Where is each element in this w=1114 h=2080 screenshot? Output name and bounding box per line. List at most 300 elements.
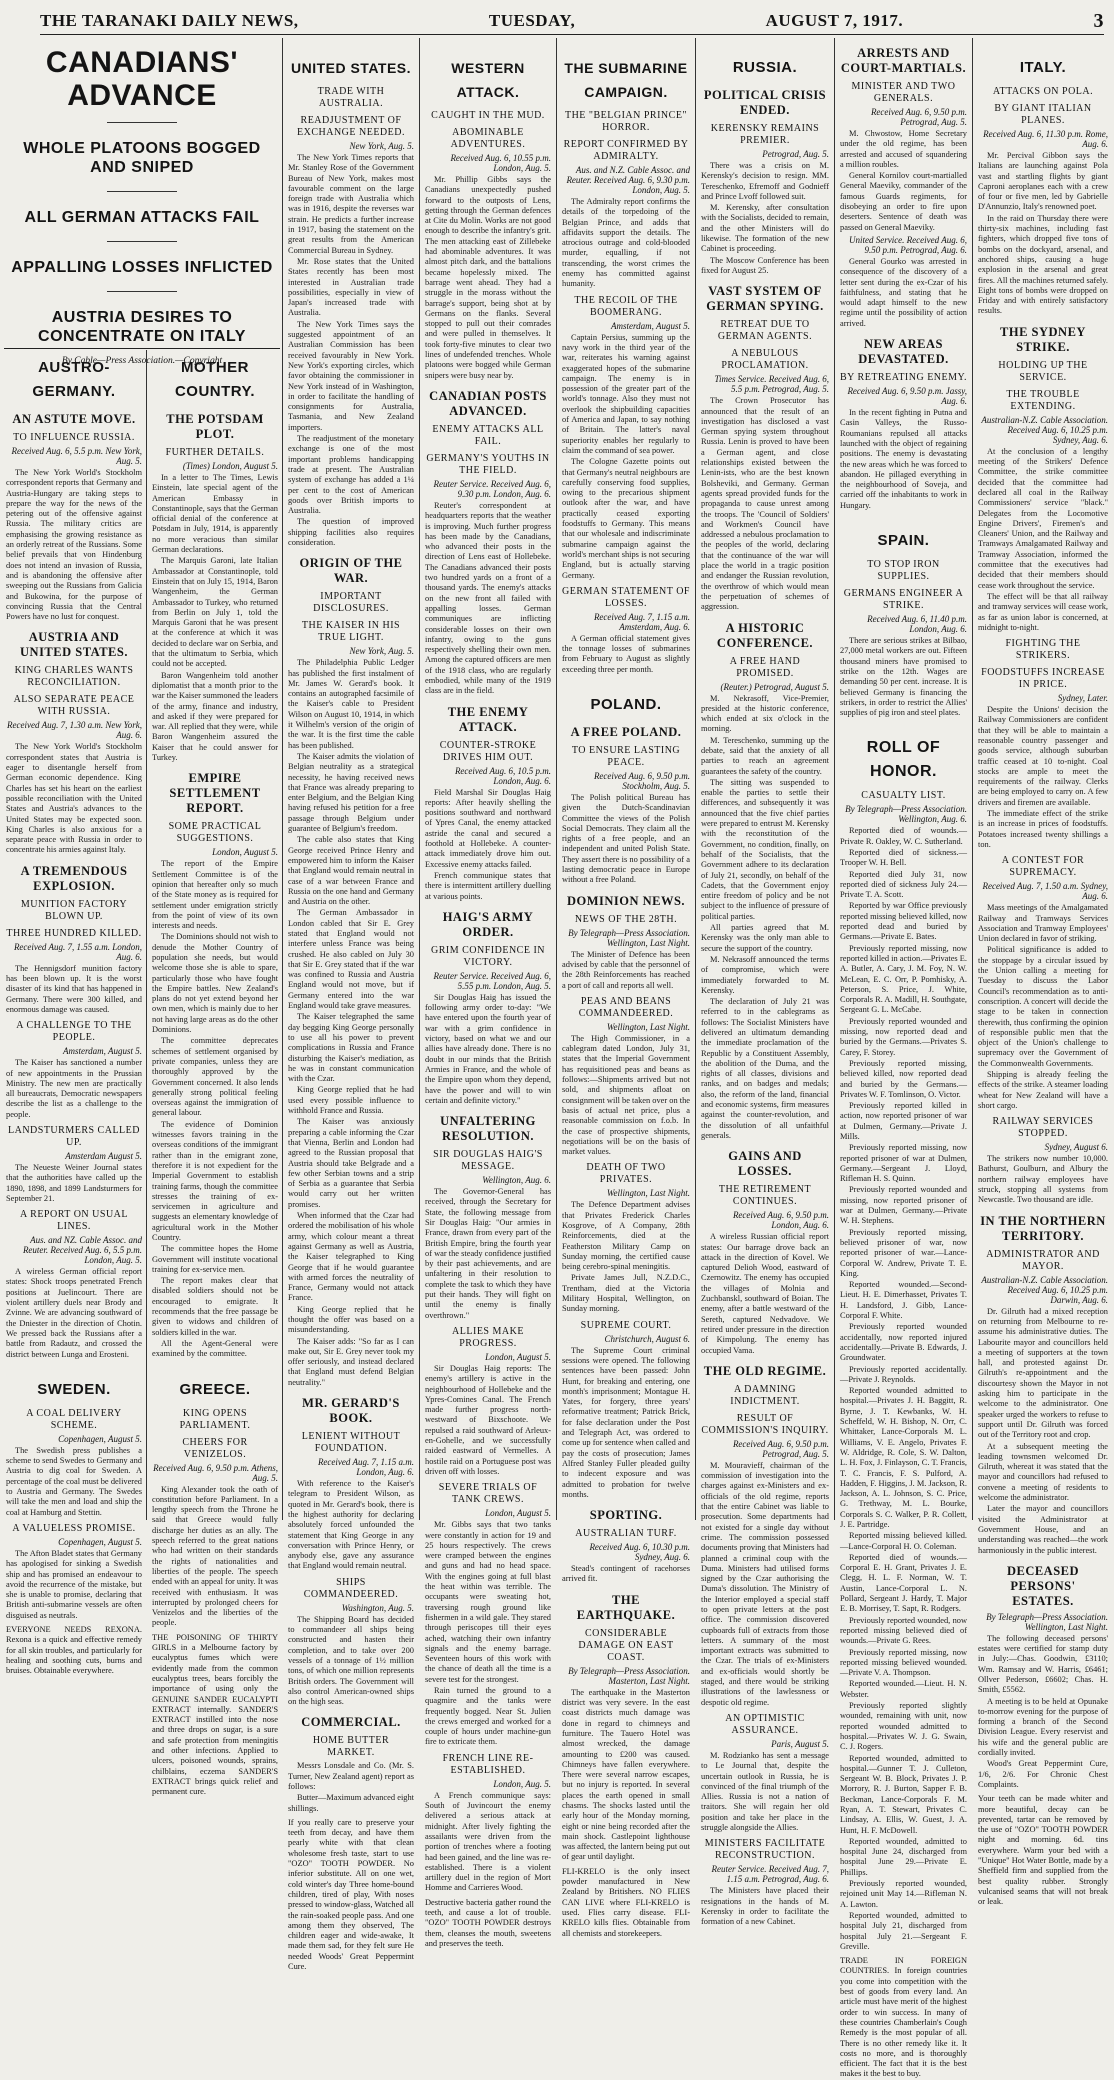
deck-headline: AUSTRIA DESIRES TO CONCENTRATE ON ITALY bbox=[38, 309, 246, 345]
subhead: LANDSTURMERS CALLED UP. bbox=[7, 1124, 140, 1148]
paragraph: Previously reported missing, now reported prisoner of war at Dulmen, Germany.—Sergeant J. Lloyd, Rifleman H. S. Quinn. bbox=[840, 1143, 967, 1184]
paragraph: Reported died of wounds.—Corporal E. H. Grant, Privates J. E. Clegg, H. L. F. Norman, W. T. Austin, Lance-Corporal L. N. Pollard, Sergeant J. Hardy, T. Major E. B. Morrisey, T. Sapt, R. Rodgers. bbox=[840, 1552, 967, 1614]
dateline: Received Aug. 6, 9.50 p.m. London, Aug. 6. bbox=[732, 1210, 829, 1231]
paragraph: King Alexander took the oath of constitution before Parliament. In a lengthy speech from the Throne he said that Greece would fully discharge her duties as an ally. The speech referred to the great nations who had written on their standards the rights of nationalities and liberties of the people. The speech ended with an appeal for unity. It was received with enthusiasm. It was interrupted by prolonged cheers for Venizelos and the liberties of the people. bbox=[152, 1484, 278, 1628]
paragraph: The Ministers have placed their resignations in the hands of M. Kerensky in order to facilitate the formation of a new Cabinet. bbox=[701, 1886, 829, 1927]
paragraph: The Neueste Weiner Journal states that the authorities have called up the 1890, 1898, and 1899 Landsturmers for September 21. bbox=[6, 1162, 142, 1203]
lead-headlines bbox=[4, 38, 280, 366]
subhead: THE ENEMY ATTACK. bbox=[447, 704, 529, 734]
section-head: SPAIN. bbox=[877, 532, 930, 550]
paragraph: The following deceased persons' estates were certified for stamp duty in July:—Chas. Goodwin, £3110; Wm. Ramsay and W. Harris, £6461; Ollver Pederson, £6602; Chas. H. Smith, £5562. bbox=[978, 1633, 1108, 1695]
dateline: London, August 5. bbox=[212, 847, 278, 858]
masthead bbox=[40, 8, 1104, 35]
paragraph: A meeting is to be held at Opunake to-morrow evening for the purpose of forming a branch of the Second Division League. Every reservist and his wife and the general public are cordially invited. bbox=[978, 1696, 1108, 1758]
paragraph: The Kaiser was anxiously preparing a cable informing the Czar that Vienna, Berlin and London had agreed to the Russian proposal that Austria should take Belgrade and a few other Serbian towns and a strip of Serbia as a guarantee that Serbia would carry out her written promises. bbox=[288, 1117, 414, 1209]
dateline: Aus. and N.Z. Cable Assoc. and Reuter. Received Aug. 6, 9.30 p.m. London, Aug. 5. bbox=[566, 165, 690, 195]
dateline: United Service. Received Aug. 6, 9.50 p.m. Petrograd, Aug. 6. bbox=[848, 234, 967, 255]
paragraph: Previously reported killed in action, now reported prisoner of war at Dulmen, Germany.—Private J. Mills. bbox=[840, 1101, 967, 1141]
dateline: Received Aug. 7, 1.55 a.m. London, Aug. 6. bbox=[13, 941, 142, 962]
dateline: New York, Aug. 5. bbox=[349, 141, 414, 151]
paragraph: Reported wounded.—Lieut. H. N. Webster. bbox=[840, 1679, 967, 1699]
paragraph: The sitting was suspended to enable the parties to settle their differences, and subsequently it was announced that the five chief parties were prepared to entrust M. Kerensky with the reconstitution of the Government, no condition, finally, on behalf of the Socialists, that the Government adhere to its declaration of July 21, secondly, on behalf of the Cadets, that the Government enjoy entire freedom of policy and be not subject to the influence of pressure of political parties. bbox=[701, 777, 829, 921]
dateline: Australian-N.Z. Cable Association. Received Aug. 6, 10.25 p.m. Sydney, Aug. 6. bbox=[981, 414, 1108, 445]
dateline: Received Aug. 6, 9.50 p.m. Athens, Aug. 5. bbox=[153, 1462, 278, 1483]
dateline: Aus. and NZ. Cable Assoc. and Reuter. Received Aug. 6, 5.5 p.m. London, Aug. 5. bbox=[22, 1235, 142, 1266]
dateline: Sydney, Later. bbox=[1057, 693, 1108, 704]
subhead: A FREE POLAND. bbox=[570, 724, 682, 739]
paragraph: The Marquis Garoni, late Italian Ambassador at Constantinople, told Einstein that on July 15, 1914, Baron Wangenheim, the German Ambassador to Turkey, who returned from Berlin on July 1, told the Marquis Garoni that he was present at the conference at which it was decided to declare war on Serbia, and that the ultimatum to Serbia, which could not be accepted. bbox=[152, 556, 278, 669]
dateline: Paris, August 5. bbox=[771, 1738, 829, 1749]
paragraph: The Dominions should not wish to denude the Mother Country of population she needs, but would welcome those she is able to spare, particularly those who have fought the Empire battles. New Zealand's plans do not yet extend beyond her own men, which is mainly due to her not having large areas as do the other Dominions. bbox=[152, 932, 278, 1035]
subhead: TO STOP IRON SUPPLIES. bbox=[867, 559, 940, 583]
paragraph: Shipping is already feeling the effects of the strike. A steamer loading wheat for New Zealand will have a short cargo. bbox=[978, 1070, 1108, 1110]
masthead-title: THE TARANAKI DAILY NEWS, bbox=[40, 11, 299, 30]
section-head: WESTERN ATTACK. bbox=[451, 60, 525, 100]
section-head: SWEDEN. bbox=[37, 1380, 111, 1398]
paragraph: Previously reported wounded, now reported missing believed died of wounds.—Private G. Rees. bbox=[840, 1615, 967, 1646]
advertisement: Your teeth can be made whiter and more beautiful, decay can be prevented, tartar can be removed by the use of "OZO" TOOTH POWDER night and morning. 6d. tins everywhere. Warm your bed with a "Unique" Hot Water Bottle, made by a Sheffield firm and supplied from the best quality rubber. Strongly vulcanised seams that will not break or leak. bbox=[978, 1794, 1108, 1907]
subhead: THE EARTHQUAKE. bbox=[576, 1592, 676, 1622]
paragraph: The New York World's Stockholm correspondent reports that Germany and Austria-Hungary are taking steps to prepare the way for the news of the petering out of the offensive against Russia. The military critics are emphasising the growing resistance as an orderly retreat of the Russians. Some belief prevails that von Hindenburg does not intend an invasion of Russia, and is abandoning the offensive after sweeping out the Russians from Galicia and Bukowina, for the purpose of convincing Russia that the Central Powers have no lust for conquest. bbox=[6, 468, 142, 622]
dateline: London, Aug. 5. bbox=[493, 1778, 551, 1789]
paragraph: The report makes clear that disabled soldiers should not be encouraged to emigrate. It recommends that the free passage be given to widows and children of soldiers killed in the war. bbox=[152, 1276, 278, 1337]
paragraph: M. Rodzianko has sent a message to Le Journal that, despite the uncertain outlook in Russia, he is convinced of the final triumph of the Allies. Russia is not a nation of traitors. She will regain her old position and take her place in the struggle alongside the Allies. bbox=[701, 1750, 829, 1833]
section-head: UNITED STATES. bbox=[290, 60, 412, 76]
column-rule bbox=[419, 38, 420, 1520]
subhead: MINISTER AND TWO GENERALS. bbox=[851, 81, 956, 104]
subhead: EMPIRE SETTLEMENT REPORT. bbox=[169, 771, 261, 816]
subhead: KING OPENS PARLIAMENT. bbox=[179, 1407, 251, 1431]
subhead: NEWS OF THE 28TH. bbox=[574, 913, 678, 925]
paragraph: The New York Times reports that Mr. Stanley Rose of the Government Bureau of New York, makes most favourable comment on the large foreign trade with Australia which was in 1916, despite the reverses war strain. He predicts a further increase in 1917, basing the statement on the great results from the American Commercial Bureau in Sydney. bbox=[288, 153, 414, 255]
paragraph: The New York Times says the suggested appointment of an Australian Commission has been received favourably in New York. New York's exporting circles, which favor obtaining the commissioner in New York instead of in Washington, in order to facilitate the handling of consignments for Australia, Tasmania, and New Zealand importers. bbox=[288, 319, 414, 432]
column-united-states bbox=[284, 38, 418, 1972]
subhead: HAIG'S ARMY ORDER. bbox=[442, 909, 534, 939]
dateline: Received Aug. 7, 1.15 a.m. London, Aug. 6. bbox=[317, 1457, 414, 1478]
masthead-date: AUGUST 7, 1917. bbox=[765, 11, 904, 30]
subhead: FOODSTUFFS INCREASE IN PRICE. bbox=[981, 667, 1105, 691]
dateline: Amsterdam, August 5. bbox=[62, 1046, 142, 1057]
paragraph: In a letter to The Times, Lewis Einstein, late special agent of the American Embassy in Constantinople, says that the German official denial of the conference at Potsdam in July, 1914, is apparently no more veracious than similar German declarations. bbox=[152, 473, 278, 555]
subhead: CANADIAN POSTS ADVANCED. bbox=[429, 388, 547, 418]
dateline: Received Aug. 6, 5.5 p.m. New York, Aug. 5. bbox=[11, 446, 142, 466]
paragraph: Mr. Rose states that the United States recently has been most interested in Australian trade possibilities, especially in view of Japan's increased trade with Australia. bbox=[288, 256, 414, 318]
subhead: SHIPS COMMANDEERED. bbox=[303, 1576, 399, 1600]
paragraph: Stead's contingent of racehorses arrived fit. bbox=[562, 1564, 690, 1584]
subhead: ALSO SEPARATE PEACE WITH RUSSIA. bbox=[13, 694, 135, 718]
column-rule bbox=[834, 38, 835, 1520]
paragraph: Reported by war Office previously reported missing believed killed, now reported dead and buried by Germans.—Private E. Bates. bbox=[840, 901, 967, 942]
dateline: Received Aug. 6, 9.50 p.m. Petrograd, Aug. 5. bbox=[870, 107, 967, 127]
paragraph: M. Nekrasoff, Vice-Premier, presided at the historic conference, which ended at six o'clock in the morning. bbox=[701, 693, 829, 734]
paragraph: A French communique says: South of Juvincourt the enemy delivered a serious attack at midnight. After lively fighting the assailants were driven from the portion of trenches where a footing had been gained, and the line was re-established. There is a violent artillery duel in the region of Mort Homme and Carrieres Wood. bbox=[425, 1790, 551, 1893]
paragraph: King George replied that he had used every possible influence to withhold France and Russia. bbox=[288, 1085, 414, 1116]
dateline: Amsterdam, August 5. bbox=[610, 320, 690, 331]
paragraph: The cable also states that King George received Prince Henry and empowered him to inform the Kaiser that England would remain neutral in case of a war between France and Russia on the one hand and Germany and Austria on the other. bbox=[288, 835, 414, 907]
subhead: THE SYDNEY STRIKE. bbox=[1000, 324, 1086, 354]
paragraph: Reported died of wounds.—Private R. Oakley, W. C. Sutherland. bbox=[840, 826, 967, 846]
dateline: Copenhagen, August 5. bbox=[58, 1536, 142, 1547]
dateline: Received Aug. 6, 10.55 p.m. London, Aug. 5. bbox=[450, 153, 551, 173]
dateline: By Telegraph—Press Association. Masterton, Last Night. bbox=[568, 1665, 690, 1686]
divider bbox=[107, 241, 177, 242]
dateline: Washington, Aug. 5. bbox=[341, 1602, 414, 1613]
paragraph: Reported missing believed killed.—Lance-Corporal H. O. Coleman. bbox=[840, 1531, 967, 1551]
subhead: VAST SYSTEM OF GERMAN SPYING. bbox=[706, 284, 824, 314]
paragraph: Reported wounded, admitted to hospital.—Gunner T. J. Culleton, Sergeant W. B. Block, Privates J. P. Morrory, R. J. Burton, Sapper F. B. Beckman, Lance-Corporals F. M. Ryan, A. T. Stewart, Privates C. Lindsay, A. Ellis, W. Guest, J. A. Hunt, H. F. McDowell. bbox=[840, 1753, 967, 1835]
subhead: SOME PRACTICAL SUGGESTIONS. bbox=[168, 821, 262, 845]
deck-headline: ALL GERMAN ATTACKS FAIL bbox=[24, 209, 260, 226]
subhead: GAINS AND LOSSES. bbox=[728, 1149, 802, 1179]
subhead: A NEBULOUS PROCLAMATION. bbox=[721, 348, 809, 372]
dateline: Received Aug. 7, 1.50 a.m. Sydney, Aug. 6. bbox=[982, 881, 1108, 902]
column-arrests-and-roll-of-honor bbox=[836, 38, 971, 2079]
column-russia bbox=[697, 38, 833, 1927]
subhead: GERMAN STATEMENT OF LOSSES. bbox=[562, 585, 690, 609]
paragraph: The report of the Empire Settlement Committee is of the opinion that hereafter only so much of the State money as is required for settlement under emigration strictly from the point of view of its own interests and needs. bbox=[152, 859, 278, 931]
paragraph: The Governor-General has received, through the Secretary for State, the following message from Sir Douglas Haig: "Our armies in France, drawn from every part of the British Empire, bring the fourth year of war the steady confidence justified by their past achievements, and are unfaltering in their resolution to complete the task to which they have put their hands. They will fight on until the enemy is finally overthrown." bbox=[425, 1187, 551, 1320]
paragraph: Reported died of sickness.—Trooper W. H. Bell. bbox=[840, 847, 967, 868]
paragraph: The Cologne Gazette points out that Germany's neutral neighbours are carefully conserving food supplies, owing to the precarious shipment outlook after the war, and have practically ceased exporting foodstuffs to Germany. This means that our wholesale and indiscriminate submarine campaign against the world's merchant ships is not securing England, but is actually starving Germany. bbox=[562, 457, 690, 580]
dateline: (Times) London, August 5. bbox=[182, 461, 278, 471]
paragraph: There are serious strikes at Bilbao, 27,000 metal workers are out. Fifteen thousand miners have promised to strike on the 12th. Wages are demanding 50 per cent. increase. It is believed Germany is financing the strikers, in order to restrict the Allies' supplies of pig iron and steel plates. bbox=[840, 636, 967, 718]
subhead: THE KAISER IN HIS TRUE LIGHT. bbox=[301, 620, 401, 644]
subhead: MR. GERARD'S BOOK. bbox=[302, 1396, 400, 1426]
section-head: POLAND. bbox=[590, 695, 662, 713]
dateline: Christchurch, August 6. bbox=[604, 1333, 690, 1344]
paragraph: Previously reported missing, believed prisoner of war, now reported prisoner of war.—Lance-Corporal W. Andrew, Private T. E. King. bbox=[840, 1227, 967, 1278]
subhead: MUNITION FACTORY BLOWN UP. bbox=[20, 898, 128, 922]
advertisement: THE POISONING OF THIRTY GIRLS in a Melbourne factory by eucalyptus fumes which were evidently made from the common eucalyptus trees, bears forcibly the importance of using only the GENUINE SANDER EUCALYPTI EXTRACT internally. SANDER'S EXTRACT instilled into the nose and three drops on sugar, is a sure and safe protection from meningitis and other infections. Applied to ulcers, poisoned wounds, sprains, chilblains, eczema SANDER'S EXTRACT brings quick relief and permanent cure. bbox=[152, 1632, 278, 1797]
subhead: FIGHTING THE STRIKERS. bbox=[1005, 638, 1081, 662]
column-rule bbox=[282, 38, 283, 1520]
dateline: Received Aug. 6, 9.50 p.m. Jassy, Aug. 6. bbox=[847, 386, 967, 407]
column-rule bbox=[972, 38, 973, 1520]
paragraph: The Kaiser telegraphed the same day begging King George personally to use all his power to prevent complications in Russia and France disturbing the Kaiser's mediation, as he was in constant communication with the Czar. bbox=[288, 1012, 414, 1084]
subhead: DECEASED PERSONS' ESTATES. bbox=[1006, 1563, 1080, 1608]
divider bbox=[4, 348, 280, 349]
paragraph: A wireless German official report states: Shock troops penetrated French positions at Juelincourt. There are violent artillery duels near Brody and Zvinne. We are advancing southward of the Dniester in the direction of Chotin. We pressed back the Russians after a battle from Radautz, and crossed the district between Lunga and Erosteni. bbox=[6, 1267, 142, 1359]
section-head: GREECE. bbox=[179, 1380, 251, 1398]
paragraph: The Moscow Conference has been fixed for August 25. bbox=[701, 255, 829, 275]
advertisement: EVERYONE NEEDS REXONA. Rexona is a quick and effective remedy for all skin troubles, and particularly for healing and soothing cuts, burns and bruises. Obtainable everywhere. bbox=[6, 1625, 142, 1676]
paragraph: With reference to the Kaiser's telegram to President Wilson, as quoted in Mr. Gerard's book, there is the highest authority for declaring absolutely forced unfounded the statement that King George in any conversation with Prince Henry, or anybody else, gave any assurance that England would remain neutral. bbox=[288, 1479, 414, 1571]
dateline: Reuter Service. Received Aug. 6, 9.30 p.m. London, Aug. 6. bbox=[433, 478, 551, 499]
subhead: A REPORT ON USUAL LINES. bbox=[19, 1209, 128, 1233]
paragraph: Sir Douglas Haig reports: The enemy's artillery is active in the neighbourhood of Hollebeke and the Ypres-Comines Canal. The French made further progress north-westward of Bixschoote. We repulsed a raid southward of Arleux-en-Gohelle, and we successfully raided eastward of Vermelles. A hostile raid on a Portuguese post was driven off with losses. bbox=[425, 1363, 551, 1476]
subhead: BY GIANT ITALIAN PLANES. bbox=[994, 103, 1092, 126]
subhead: PEAS AND BEANS COMMANDEERED. bbox=[578, 995, 674, 1019]
paragraph: Reported wounded, admitted to hospital June 24, discharged from hospital June 29.—Private E. Phillips. bbox=[840, 1836, 967, 1877]
column-submarine-campaign bbox=[558, 38, 694, 1938]
paragraph: Despite the Unions' decision the Railway Commissioners are confident that they will be able to maintain a reasonable country passenger and goods service, although suburban traffic ceased at 10 to-night. Coal stocks are ample to meet the requirements of the railway. Clerks are being employed to carry on. A few drivers and firemen are available. bbox=[978, 705, 1108, 807]
section-head: MOTHER COUNTRY. bbox=[174, 359, 256, 400]
paragraph: In the recent fighting in Putna and Casin Valleys, the Russo-Roumanians repulsed all attacks launched with the object of regaining positions. The enemy is devastating the new areas which he was forced to abandon. He pillaged everything in the neighbourhood of Soveja, and carried off the inhabitants to work in Hungary. bbox=[840, 408, 967, 510]
subhead: TO ENSURE LASTING PEACE. bbox=[571, 744, 681, 768]
paragraph: French communique states that there is intermittent artillery duelling at various points. bbox=[425, 870, 551, 901]
dateline: Reuter Service. Received Aug. 7, 1.15 a.m. Petrograd, Aug. 6. bbox=[711, 1864, 829, 1885]
column-italy-and-sydney-strike bbox=[974, 38, 1112, 1907]
dateline: By Telegraph—Press Association. Wellington, Aug. 6. bbox=[845, 804, 967, 825]
paragraph: The Shipping Board has decided to commandeer all ships being constructed and hasten their completion, and to take over 200 vessels of a tonnage of 1½ million tons, of which one million represents British orders. The Government will also control American-owned ships on the high seas. bbox=[288, 1614, 414, 1707]
subhead: GRIM CONFIDENCE IN VICTORY. bbox=[431, 944, 545, 968]
lead-headline: CANADIANS' ADVANCE bbox=[45, 46, 239, 112]
paragraph: A German official statement gives the tonnage losses of submarines from February to August as slightly exceeding three per month. bbox=[562, 633, 690, 674]
section-head: AUSTRO-GERMANY. bbox=[32, 359, 116, 400]
paragraph: The question of improved shipping facilities also requires consideration. bbox=[288, 517, 414, 547]
paragraph: Captain Persius, summing up the navy work in the third year of the war, reiterates his warning against exaggerated hopes of the submarine campaign. The enemy is in possession of the greater part of the world's tonnage. Also they must not overlook the shipbuilding capacities of America and Japan, to say nothing of Britain. The latter's naval superiority enables her regularly to claim the command of sea power. bbox=[562, 332, 690, 455]
subhead: ABOMINABLE ADVENTURES. bbox=[450, 127, 526, 150]
subhead: CASUALTY LIST. bbox=[861, 790, 946, 802]
dateline: By Telegraph—Press Association. Wellington, Last Night. bbox=[986, 1611, 1108, 1632]
paragraph: Butter—Maximum advanced eight shillings. bbox=[288, 1793, 414, 1813]
subhead: DOMINION NEWS. bbox=[566, 893, 686, 908]
subhead: UNFALTERING RESOLUTION. bbox=[440, 1114, 536, 1144]
section-head: ARRESTS AND COURT-MARTIALS. bbox=[840, 46, 967, 75]
paragraph: The Swedish press publishes a scheme to send Swedes to Germany and Austria to dig coal for Sweden. A percentage of the coal must be delivered to Austria and Germany. The Swedes will take the men and load and ship the coal at Hamburg and Stettin. bbox=[6, 1445, 142, 1517]
subhead: BY RETREATING ENEMY. bbox=[840, 372, 967, 384]
subhead: THE "BELGIAN PRINCE" HORROR. bbox=[564, 110, 688, 133]
paragraph: Sir Douglas Haig has issued the following army order to-day: "We have entered upon the fourth year of war with a grim confidence in victory, based on what we and our allies have already done. There is no doubt in our minds that the British Armies in France, and the whole of the Empire upon whom they depend, have the power and will to win certain and definite victory." bbox=[425, 992, 551, 1105]
subhead: THE RETIREMENT CONTINUES. bbox=[718, 1184, 812, 1208]
paragraph: Mass meetings of the Amalgamated Railway and Tramways Services Association and Tramway Employees' Union declared in favor of striking. bbox=[978, 903, 1108, 944]
paragraph: Previously reported wounded, rejoined unit May 14.—Rifleman N. A. Lawton. bbox=[840, 1879, 967, 1909]
subhead: THE POTSDAM PLOT. bbox=[166, 412, 264, 441]
subhead: SEVERE TRIALS OF TANK CREWS. bbox=[438, 1482, 538, 1506]
subhead: A TREMENDOUS EXPLOSION. bbox=[20, 863, 128, 893]
section-head: RUSSIA. bbox=[732, 59, 798, 76]
subhead: THE TROUBLE EXTENDING. bbox=[1006, 388, 1080, 412]
subhead: A VALUELESS PROMISE. bbox=[12, 1522, 136, 1534]
subhead: ALLIES MAKE PROGRESS. bbox=[452, 1325, 524, 1349]
paragraph: The Polish political Bureau has given the Dutch-Scandinavian Committee the views of the Polish Social Democrats. They claim all the rights of a free people, and an independent and united Polish State. They assert there is no possibility of a lasting democratic peace in Europe without a free Poland. bbox=[562, 792, 690, 885]
dateline: Received Aug. 6, 10.30 p.m. Sydney, Aug. 6. bbox=[589, 1542, 690, 1563]
paragraph: Previously reported missing, now reported missing believed wounded.—Private V. A. Thompson. bbox=[840, 1647, 967, 1678]
dateline: Amsterdam August 5. bbox=[65, 1150, 142, 1161]
paragraph: Reported wounded, admitted to hospital July 21, discharged from hospital July 21.—Sergeant F. Greville. bbox=[840, 1910, 967, 1951]
paragraph: The committee hopes the Home Government will institute vocational training for ex-service men. bbox=[152, 1244, 278, 1274]
paragraph: The effect will be that all railway and tramway services will cease work, as far as union labor is concerned, at midnight to-night. bbox=[978, 591, 1108, 632]
column-austro-germany bbox=[2, 352, 146, 1676]
paragraph: All the Agent-General were examined by the committee. bbox=[152, 1338, 278, 1359]
paragraph: Previously reported wounded accidentally, now reported injured accidentally.—Private B. Edwards, J. Groundwater. bbox=[840, 1322, 967, 1363]
dateline: Times Service. Received Aug. 6, 5.5 p.m. Petrograd, Aug. 5. bbox=[714, 374, 829, 395]
column-rule bbox=[556, 38, 557, 1520]
subhead: RESULT OF COMMISSION'S INQUIRY. bbox=[701, 1412, 829, 1436]
column-rule bbox=[695, 38, 696, 1520]
paragraph: The New York World's Stockholm correspondent states that Austria is eager to disentangle herself from German economic dependence. King Charles has set his heart on the earliest possible reconciliation with the United States and Austria's advances to the United States may be expected soon. King Charles is also anxious for a separate peace with Russia in order to concentrate his armies against Italy. bbox=[6, 742, 142, 855]
subhead: CHEERS FOR VENIZELOS. bbox=[182, 1436, 248, 1460]
advertisement: TRADE IN FOREIGN COUNTRIES. In foreign countries you come into competition with the best of goods from every land. An article must have merit of the highest order to win success. In many of these countries Chamberlain's Cough Remedy is the most popular of all. There is no other remedy like it. It costs no more, and is thoroughly efficient. The fact that it is the best makes it the best to buy. bbox=[840, 1956, 967, 2079]
paragraph: Later the mayor and councillors visited the Administrator at Government House, and an understanding was reached—the work harmoniously in the public interest. bbox=[978, 1504, 1108, 1555]
subhead: RAILWAY SERVICES STOPPED. bbox=[992, 1116, 1094, 1140]
subhead: THREE HUNDRED KILLED. bbox=[6, 927, 142, 939]
subhead: NEW AREAS DEVASTATED. bbox=[858, 337, 949, 367]
advertisement: If you really care to preserve your teeth from decay, and have them pearly white with that clean wholesome fresh taste, start to use "OZO" TOOTH POWDER. No inferior substitute. All on one wet, cold winter's day Three home-bound children, tired of play, With noses pressed to window-glass, Watched all the rain-soaked people pass. And one among them they observed, The children eager and wide-awake, It made them sad, for they felt sure He needed Woods' Great Peppermint Cure. bbox=[288, 1817, 414, 1972]
column-western-attack bbox=[421, 38, 555, 1948]
paragraph: M. Kerensky, after consultation with the Socialists, decided to remain, and the other Ministers will do likewise. The formation of the new Cabinet is proceeding. bbox=[701, 203, 829, 254]
paragraph: The Kaiser adds: "So far as I can make out, Sir E. Grey never took my offer seriously, and instead declared that England must defend Belgian neutrality." bbox=[288, 1336, 414, 1387]
section-head: THE SUBMARINE CAMPAIGN. bbox=[564, 60, 688, 100]
page-number: 3 bbox=[1093, 9, 1104, 32]
paragraph: Reported died July 31, now reported died of sickness July 24.—Private T. A. Scott. bbox=[840, 869, 967, 900]
paragraph: The Crown Prosecutor has announced that the result of an investigation has disclosed a vast German spying system throughout Russia. Lenin is proved to have been a German agent, and close relationships existed between the Lenin-ists, who are the best known Bolsheviki, and Germany. German agents spread provided funds for the propaganda to cause unrest among the troops. The 'Council of Soldiers' and Workmen's Council have addressed a nebulous proclamation to the peoples of the world, declaring that the continuance of the war will place the world in a tragic position and endanger the Russian revolution, the overthrow of which would mean the perpetuation of schemes of aggression. bbox=[701, 396, 829, 612]
subhead: TRADE WITH AUSTRALIA. bbox=[317, 86, 385, 109]
paragraph: Private James Jull, N.Z.D.C., Trentham, died at the Victoria Military Hospital, Wellington, on Sunday morning. bbox=[562, 1273, 690, 1314]
paragraph: A wireless Russian official report states: Our barrage drove back an attack in the direction of Kovel. We captured Delioh Wood, eastward of Czernowitz. The enemy has occupied the villages of Molnia and Zuchbanskl, southward of Boian. The enemy, after a battle westward of the Sereth, captured Nedvadove. We retired under pressure in the direction of Kimpolung. The enemy has occupied Vama. bbox=[701, 1232, 829, 1355]
subhead: READJUSTMENT OF EXCHANGE NEEDED. bbox=[297, 115, 405, 138]
subhead: IN THE NORTHERN TERRITORY. bbox=[980, 1213, 1106, 1243]
paragraph: The Afton Bladet states that Germany has apologised for sinking a Swedish ship and has promised an endeavour to avoid the recurrence of the mistake, but she is unable to promise, declaring that British anti-submarine vessels are often disguised as neutrals. bbox=[6, 1548, 142, 1620]
subhead: GERMANS ENGINEER A STRIKE. bbox=[843, 588, 964, 612]
subhead: AN OPTIMISTIC ASSURANCE. bbox=[725, 1712, 805, 1736]
subhead: GERMANY'S YOUTHS IN THE FIELD. bbox=[426, 452, 550, 476]
paragraph: The Philadelphia Public Ledger has published the first instalment of Mr. James W. Gerard's book. It contains an autographed facsimile of the Kaiser's cable to President Wilson on August 10, 1914, in which it Wilhelm's version of the origin of the war. It is the first time the cable has been published. bbox=[288, 658, 414, 750]
paragraph: The Defence Department advises that Privates Frederick Charles Kosgrove, of A Company, 28th Reinforcements, died at the Featherston Military Camp on Sunday morning, the certified cause being cerebro-spinal meningitis. bbox=[562, 1200, 690, 1272]
masthead-day: TUESDAY, bbox=[488, 11, 576, 30]
paragraph: At the conclusion of a lengthy meeting of the Strikers' Defence Committee, the strike committee decided that the committee had declared all coal in the Railway Commissioners' service "black." Delegates from the Locomotive Engine Drivers', Firemen's and Cleaners' Union, and the Railway and Tramways Amalgamated Railway and Tramway Association, informed the committee that the executives had decided that their members should cease work throughout the service. bbox=[978, 446, 1108, 590]
dateline: London, August 5. bbox=[485, 1508, 551, 1519]
paragraph: Mr. Percival Gibbon says the Italians are launching against Pola vast and startling flights by giant Caproni aeroplanes each with a crew of four or five men, led by Gabrielle D'Annunzio, Italy's renowned poet. bbox=[978, 151, 1108, 212]
paragraph: The Supreme Court criminal sessions were opened. The following sentences have been passed: John Hunt, for breaking and entering, one month's imprisonment; Montague H. Yates, for forgery, three years' reformative treatment; Patrick Brick, for false declaration under the Post and Telegraph Act, was ordered to come up for sentence when called and pay the costs of prosecution; James Alfred Stanley Fuller pleaded guilty to indecent exposure and was admitted to probation for twelve months. bbox=[562, 1345, 690, 1499]
dateline: Received Aug. 7, 1.15 a.m. Amsterdam, Aug. 6. bbox=[593, 611, 690, 632]
dateline: Received Aug. 7, 1.30 a.m. New York, Aug. 6. bbox=[7, 720, 142, 741]
paragraph: The Kaiser admits the violation of Belgian neutrality as a strategical necessity, he having received news that France was already preparing to enter Belgium, and the Belgian King having refused his petition for a free passage through Belgium under guarantee of Belgium's freedom. bbox=[288, 751, 414, 834]
subhead: KING CHARLES WANTS RECONCILIATION. bbox=[14, 665, 134, 689]
cable-credit: By Cable—Press Association.—Copyright bbox=[61, 356, 223, 366]
dateline: Australian-N.Z. Cable Association. Received Aug. 6, 10.25 p.m. Darwin, Aug. 6. bbox=[981, 1274, 1108, 1305]
subhead: ADMINISTRATOR AND MAYOR. bbox=[986, 1248, 1100, 1272]
paragraph: M. Nekrasoff announced the terms of compromise, which were immediately forwarded to M. Kerensky. bbox=[701, 954, 829, 995]
subhead: HOME BUTTER MARKET. bbox=[312, 1735, 390, 1759]
subhead: CAUGHT IN THE MUD. bbox=[431, 110, 545, 121]
paragraph: The readjustment of the monetary exchange is one of the most important problems handicapping trade at present. The Australian system of exchange has added a 1¼ per cent to the cost of American goods over British imports to Australia. bbox=[288, 434, 414, 516]
subhead: REPORT CONFIRMED BY ADMIRALTY. bbox=[563, 139, 689, 162]
subhead: SPORTING. bbox=[589, 1508, 663, 1523]
paragraph: M. Chwostow, Home Secretary under the old regime, has been arrested and accused of squandering a million roubles. bbox=[840, 129, 967, 169]
paragraph: The Admiralty report confirms the details of the torpedoing of the Belgian Prince, and adds that affidavits support the details. The atrocious outrage and cold-blooded murder, equalling, if not transcending, the worst crimes the enemy has committed against humanity. bbox=[562, 197, 690, 289]
deck-headline: APPALLING LOSSES INFLICTED bbox=[11, 259, 273, 276]
dateline: Reuter Service. Received Aug. 6, 5.55 p.m. London, Aug. 5. bbox=[433, 970, 551, 991]
paragraph: Previously reported missing, now reported killed in action.—Privates E. A. Butler, A. Cary, J. M. Foy, N. W. McLean, E. C. Orr, P. Pomhisky, A. Peterson, S. Price, J. White, Corporals R. A. Madill, H. Southgate, Sergeant G. L. McCabe. bbox=[840, 943, 968, 1015]
section-head: ITALY. bbox=[1019, 59, 1067, 76]
subhead: A HISTORIC CONFERENCE. bbox=[716, 620, 814, 650]
dateline: Received Aug. 6, 11.40 p.m. London, Aug. 6. bbox=[867, 614, 967, 635]
dateline: Wellington, Last Night. bbox=[606, 1021, 690, 1032]
subhead: FRENCH LINE RE-ESTABLISHED. bbox=[442, 1752, 534, 1776]
paragraph: The High Commissioner, in a cablegram dated London, July 31, states that the Imperial Government has requisitioned peas and beans as follows:—Shipments arrived but not sold, and shipments afloat on consignment will be taken over on the basis of actual net price, plus a reasonable commission on f.o.b. In the case of prospective shipments, negotiations will be on the basis of market values. bbox=[562, 1033, 690, 1157]
paragraph: M. Mouravieff, chairman of the commission of investigation into the charges against ex-Ministers and ex-officials of the old regime, reports that the entire Cabinet was liable to prosecution. Some departments had not existed for a single day without crime. The commission possessed documents proving that Ministers had planned a criminal coup with the Duma. Ministers had utilised forms signed by the Czar authorising the Duma's dissolution. The Ministry of the Interior employed a special staff to open private letters at the post office. The commission discovered cupboards full of extracts from those letters. A summary of the most important extracts was submitted to the Czar. The trials of ex-Ministers and ex-officials would shortly be staged, and there would be striking illustrations of the lawlessness or despotic old regime. bbox=[701, 1460, 829, 1707]
paragraph: Reported wounded.—Second-Lieut. H. E. Dimerhasset, Privates T. H. Landsford, J. Gibb, Lance-Corporal F. White. bbox=[840, 1280, 967, 1321]
paragraph: General Kornilov court-martialled General Maeviky, commander of the famous Guards regiments, for disobeying an order to fire upon deserters. Sentence of death was passed on General Maeviky. bbox=[840, 171, 967, 232]
dateline: Wellington, Aug. 6. bbox=[482, 1175, 551, 1186]
subhead: A DAMNING INDICTMENT. bbox=[730, 1383, 800, 1407]
dateline: Received Aug. 6, 10.5 p.m. London, Aug. 6. bbox=[454, 765, 551, 786]
paragraph: Political significance is added to the stoppage by a circular issued by the Union calling a meeting for Tuesday to discuss the Labor Council's recommendation as to anti-conscription. A concert will decide the stage to be taken in connection therewith, thus confirming the opinion of responsible public men that the object of the Union's challenge to supremacy over the Government of the Commonwealth Governments. bbox=[978, 945, 1108, 1068]
paragraph: Reported wounded admitted to hospital.—Privates J. H. Baggitt, R. Byrne, J. T. Kewbanks, W. H. Scheffeld, W. H. Bishop, N. Orr, C. Whittaker, Lance-Corporals M. L. Williams, V. E. Angelo, Privates F. W. Aldridge, R. Cole, S. W. Dalton, L. H. Fox, J. Finlayson, C. T. Francis, T. C. Francis, F. S. Pulford, A. Hadden, F. Higgins, J. M. Jackson, R. Jackson, A. L. Johnson, S. C. Price, G. Trethway, M. L. Bourke, Corporals S. C. Walker, P. R. Collett, J. E. Partridge. bbox=[840, 1386, 967, 1529]
dateline: Petrograd, Aug. 5. bbox=[762, 149, 829, 159]
paragraph: Previously reported wounded and missing, now reported prisoner of war at Dulmen, Germany.—Private W. H. Stephens. bbox=[840, 1185, 967, 1226]
paragraph: The declaration of July 21 was referred to in the cablegrams as follows: The Socialist Ministers have delivered an ultimatum demanding the immediate proclamation of the Republic by a Constituent Assembly, the abolition of the Duma, and the rights of all classes, divisions and ranks, and on badges and medals; also, the reform of the land, financial and economic systems, firm measures against the counter-revolution, and the dissolution of all unfaithful generals. bbox=[701, 997, 829, 1140]
subhead: COMMERCIAL. bbox=[301, 1715, 401, 1730]
subhead: THE OLD REGIME. bbox=[703, 1363, 827, 1378]
subhead: AN ASTUTE MOVE. bbox=[12, 412, 136, 426]
subhead: ORIGIN OF THE WAR. bbox=[299, 556, 403, 586]
paragraph: Messrs Lonsdale and Co. (Mr. S. Turner, New Zealand agent) report as follows: bbox=[288, 1761, 414, 1791]
paragraph: The strikers now number 10,000. Bathurst, Goulburn, and Albury the northern railway employees have struck, stopping all systems from Newcastle. Two thousand are idle. bbox=[978, 1154, 1108, 1205]
subhead: COUNTER-STROKE DRIVES HIM OUT. bbox=[439, 739, 537, 763]
dateline: Received Aug. 6, 9.50 p.m. Stockholm, Aug. 5. bbox=[593, 770, 690, 791]
paragraph: There was a crisis on M. Kerensky's decision to resign. MM. Tereschenko, Efremoff and Godnieff and Prince Lvoff followed suit. bbox=[701, 161, 829, 201]
dateline: Received Aug. 6, 9.50 p.m. Petrograd, Aug. 5. bbox=[732, 1438, 829, 1459]
column-mother-country bbox=[148, 352, 282, 1797]
subhead: HOLDING UP THE SERVICE. bbox=[998, 359, 1088, 383]
paragraph: King George replied that he thought the offer was based on a misunderstanding. bbox=[288, 1304, 414, 1335]
subhead: LENIENT WITHOUT FOUNDATION. bbox=[301, 1431, 401, 1455]
paragraph: Dr. Gilruth had a mixed reception on returning from Melbourne to re-assume his administrative duties. The Labourite mayor and councillors held a meeting of supporters at the town hall, and protested against Dr. Gilruth's re-appointment and the discourtesy shown the Mayor in not asking him to participate in the welcome to the administrator. One speaker urged the workers to refuse to support until Dr. Gilruth was forced out of the Territory root and crop. bbox=[978, 1306, 1108, 1440]
subhead: A CHALLENGE TO THE PEOPLE. bbox=[16, 1020, 132, 1044]
subhead: THE RECOIL OF THE BOOMERANG. bbox=[574, 294, 678, 318]
subhead: FURTHER DETAILS. bbox=[165, 447, 265, 458]
subhead: KERENSKY REMAINS PREMIER. bbox=[710, 123, 820, 146]
subhead: SUPREME COURT. bbox=[580, 1319, 672, 1331]
dateline: Copenhagen, August 5. bbox=[58, 1433, 142, 1444]
paragraph: Mr. Phillip Gibbs says the Canadians unexpectedly pushed forward to the outposts of Lens, getting through the German defences at Cite du Molin. Works are not good enough to describe the infantry's grit. The men attacking east of Zillebeke had abominable adventures. It was almost pitch dark, and the battalions became hopelessly mixed. The barrage went ahead. They had a struggle in the morass without the barrage's support, being shot at by Germans on the flanks. Several stopped to pull out their comrades and were pulled in themselves. It took forty-five minutes to clear two lines of undefended trenches. Whole platoons were bogged while German snipers were busy near by. bbox=[425, 175, 551, 380]
dateline: Received Aug. 6, 11.30 p.m. Rome, Aug. 6. bbox=[983, 129, 1108, 149]
subhead: DEATH OF TWO PRIVATES. bbox=[586, 1162, 666, 1186]
subhead: AUSTRIA AND UNITED STATES. bbox=[20, 630, 128, 660]
subhead: ATTACKS ON POLA. bbox=[992, 86, 1094, 97]
paragraph: The Hennigsdorf munition factory has been blown up. It is the worst disaster of its kind that has happened in Germany. There were 300 killed, and enormous damage was caused. bbox=[6, 963, 142, 1014]
paragraph: Previously reported accidentally.—Private J. Reynolds. bbox=[840, 1364, 967, 1384]
paragraph: At a subsequent meeting the leading townsmen welcomed Dr. Gilruth, whereat it was stated that the mayor and councillors had refused to convene a meeting of residents to welcome the administrator. bbox=[978, 1441, 1108, 1503]
paragraph: All parties agreed that M. Kerensky was the only man able to secure the support of the country. bbox=[701, 923, 829, 953]
subhead: A COAL DELIVERY SCHEME. bbox=[26, 1407, 122, 1431]
paragraph: Field Marshal Sir Douglas Haig reports: After heavily shelling the positions southward and northward of Ypres Canal, the enemy attacked astride the canal and secured a foothold at Hollebeke. A counter-attack immediately drove him out. Excessive enemy attacks failed. bbox=[425, 787, 551, 869]
column-rule bbox=[146, 350, 147, 1520]
paragraph: Previously reported wounded and missing, now reported dead and buried by the Germans.—Privates S. Carey, F. Storey. bbox=[840, 1016, 967, 1057]
paragraph: Previously reported slightly wounded, remaining with unit, now reported wounded admitted to hospital.—Privates W. J. G. Swain, C. J. Rogers. bbox=[840, 1701, 967, 1752]
dateline: Sydney, August 6. bbox=[1044, 1142, 1108, 1153]
paragraph: In the raid on Thursday there were thirty-six machines, including fast fighters, which dropped five tons of bombs on the dockyard, arsenal, and anchored ships, causing a huge explosion in the arsenal and great fires. All the machines returned safely. Eight tons of bombs were dropped on Friday and with entirely satisfactory results. bbox=[978, 213, 1108, 316]
dateline: Wellington, Last Night. bbox=[606, 1188, 690, 1199]
paragraph: The Kaiser has sanctioned a number of new appointments in the Prussian Ministry. The new men are practically all bureaucrats, Democratic newspapers describe the list as a challenge to the people. bbox=[6, 1058, 142, 1119]
deck-headline: WHOLE PLATOONS BOGGED AND SNIPED bbox=[23, 140, 261, 176]
paragraph: Mr. Gibbs says that two tanks were constantly in action for 19 and 25 hours respectively. The crews were cramped between the engines and guns and had no head space. With the engines going at full blast the heat within was terrible. The occupants were sweating hot, traversing rough ground like fishermen in a wild gale. They stared through periscopes till their eyes ached, watching their own infantry signals and the enemy barrage. Seventeen hours of this work with the chance of death all the time is a severe test for the strongest. bbox=[425, 1520, 551, 1684]
paragraph: General Gourko was arrested in consequence of the discovery of a letter sent during the ex-Czar of his faithfulness, and stating that he would adapt himself to the new regime until the possibility of action arrived. bbox=[840, 256, 967, 328]
dateline: London, August 5. bbox=[485, 1351, 551, 1362]
subhead: POLITICAL CRISIS ENDED. bbox=[703, 88, 827, 117]
dateline: (Reuter.) Petrograd, August 5. bbox=[720, 681, 829, 692]
subhead: AUSTRALIAN TURF. bbox=[575, 1528, 677, 1540]
subhead: TO INFLUENCE RUSSIA. bbox=[13, 432, 135, 443]
paragraph: Previously reported missing, believed killed, now reported dead and buried by the Germans.—Privates W. F. Tomlinson, O. Victor. bbox=[840, 1058, 967, 1099]
subhead: A CONTEST FOR SUPREMACY. bbox=[1001, 855, 1085, 879]
paragraph: The committee deprecates schemes of settlement organised by private companies, unless they are thoroughly approved by the Government concerned. It also lends generally strong political feeling overseas against the immigration of general labour. bbox=[152, 1036, 278, 1118]
paragraph: Wood's Great Peppermint Cure, 1/6, 2/6. For Chronic Chest Complaints. bbox=[978, 1759, 1108, 1789]
subhead: CONSIDERABLE DAMAGE ON EAST COAST. bbox=[578, 1627, 674, 1663]
subhead: SIR DOUGLAS HAIG'S MESSAGE. bbox=[433, 1149, 543, 1173]
paragraph: The evidence of Dominion witnesses favors training in the overseas conditions of the immigrant rather than in the emigrant zone, therefore it is not expedient for the Imperial Government to establish training farms, though the committee stresses the training of ex-servicemen in agriculture and suggests an elementary knowledge of agricultural work in the Mother Country. bbox=[152, 1119, 278, 1242]
paragraph: Rain turned the ground to a quagmire and the tanks were frequently bogged. Near St. Julien the crews emerged and worked for a couple of hours under machine-gun fire to extricate them. bbox=[425, 1685, 551, 1747]
divider bbox=[107, 291, 177, 292]
advertisement: Destructive bacteria gather round the teeth, and cause a lot of trouble. "OZO" TOOTH POWDER destroys them, cleanses the mouth, sweetens and preserves the teeth. bbox=[425, 1897, 551, 1948]
advertisement: FLI-KRELO is the only insect powder manufactured in New Zealand by Britishers. NO FLIES CAN LIVE where FLI-KRELO is used. Flies carry disease. FLI-KRELO kills flies. Obtainable from all chemists and storekeepers. bbox=[562, 1866, 690, 1938]
subhead: IMPORTANT DISCLOSURES. bbox=[313, 591, 389, 615]
paragraph: Reuter's correspondent at headquarters reports that the weather is improving. Much further progress has been made by the Canadians, who advanced their posts in the direction of Lens east of Hollebeke. The Canadians advanced their posts two hundred yards on a front of a thousand yards. The enemy's attacks on the new front all failed with appalling losses. German communiques are inflicting considerable losses on their own infantry, owing to the guns respectively shelling their own men. Among the captured officers are men of the 1918 class, who are regularly embodied, while many of the 1919 class are in the field. bbox=[425, 500, 551, 696]
paragraph: When informed that the Czar had ordered the mobilisation of his whole army, which colour meant a threat against Germany as well as Austria, the Kaiser telegraphed to King George that if he would guarantee with armed forces the neutrality of France, Germany would not attack France. bbox=[288, 1211, 414, 1303]
subhead: RETREAT DUE TO GERMAN AGENTS. bbox=[717, 319, 813, 343]
